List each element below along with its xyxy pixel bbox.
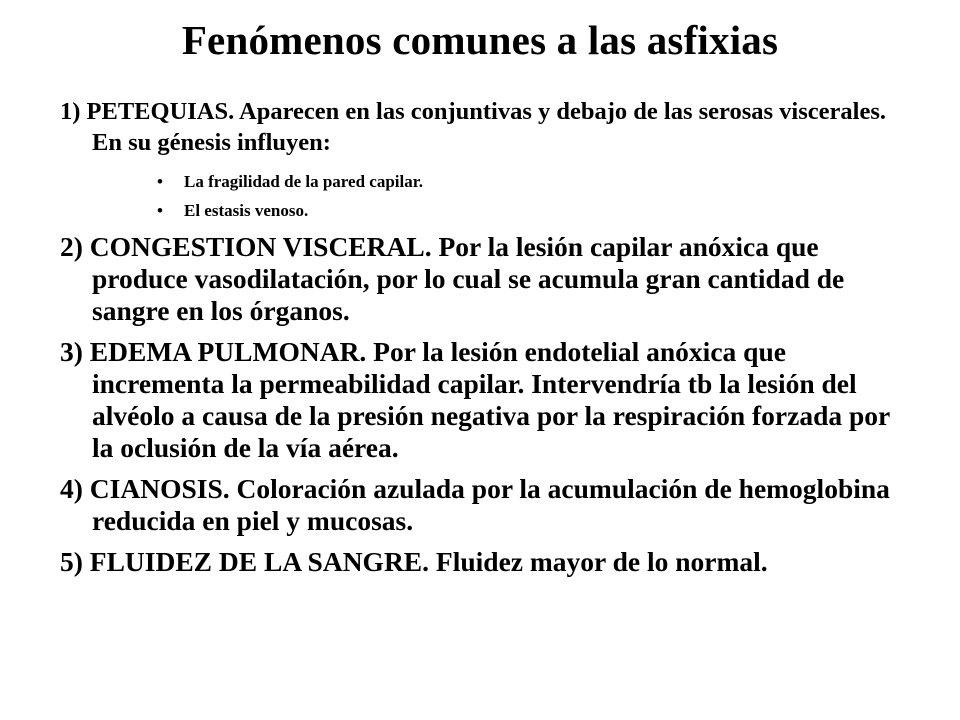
bullet-icon: • — [157, 172, 163, 191]
sub-list-item-text: El estasis venoso. — [184, 201, 309, 220]
list-item-edema-pulmonar: 3) EDEMA PULMONAR. Por la lesión endotelial anóxica que incrementa la permeabilidad capilar. Intervendría tb la lesión del alvéolo a causa de la presión negativa por la respiración forzada por la oclusión de la vía aérea. — [60, 336, 890, 463]
sub-list-petequias — [60, 167, 910, 225]
bullet-icon: • — [157, 201, 163, 220]
list-item-fluidez-sangre: 5) FLUIDEZ DE LA SANGRE. Fluidez mayor de lo normal. — [60, 546, 768, 577]
list-item-petequias: 1) PETEQUIAS. Aparecen en las conjuntivas y debajo de las serosas viscerales. En su génesis influyen: — [60, 98, 886, 156]
list-item-congestion-visceral: 2) CONGESTION VISCERAL. Por la lesión capilar anóxica que produce vasodilatación, por lo cual se acumula gran cantidad de sangre en los órganos. — [60, 231, 845, 326]
sub-list-item — [60, 167, 910, 196]
slide-title: Fenómenos comunes a las asfixias — [181, 17, 779, 63]
slide-body — [60, 96, 910, 578]
sub-list-item — [60, 196, 910, 225]
list-item-cianosis: 4) CIANOSIS. Coloración azulada por la acumulación de hemoglobina reducida en piel y mucosas. — [60, 473, 890, 536]
sub-list-item-text: La fragilidad de la pared capilar. — [184, 172, 423, 191]
